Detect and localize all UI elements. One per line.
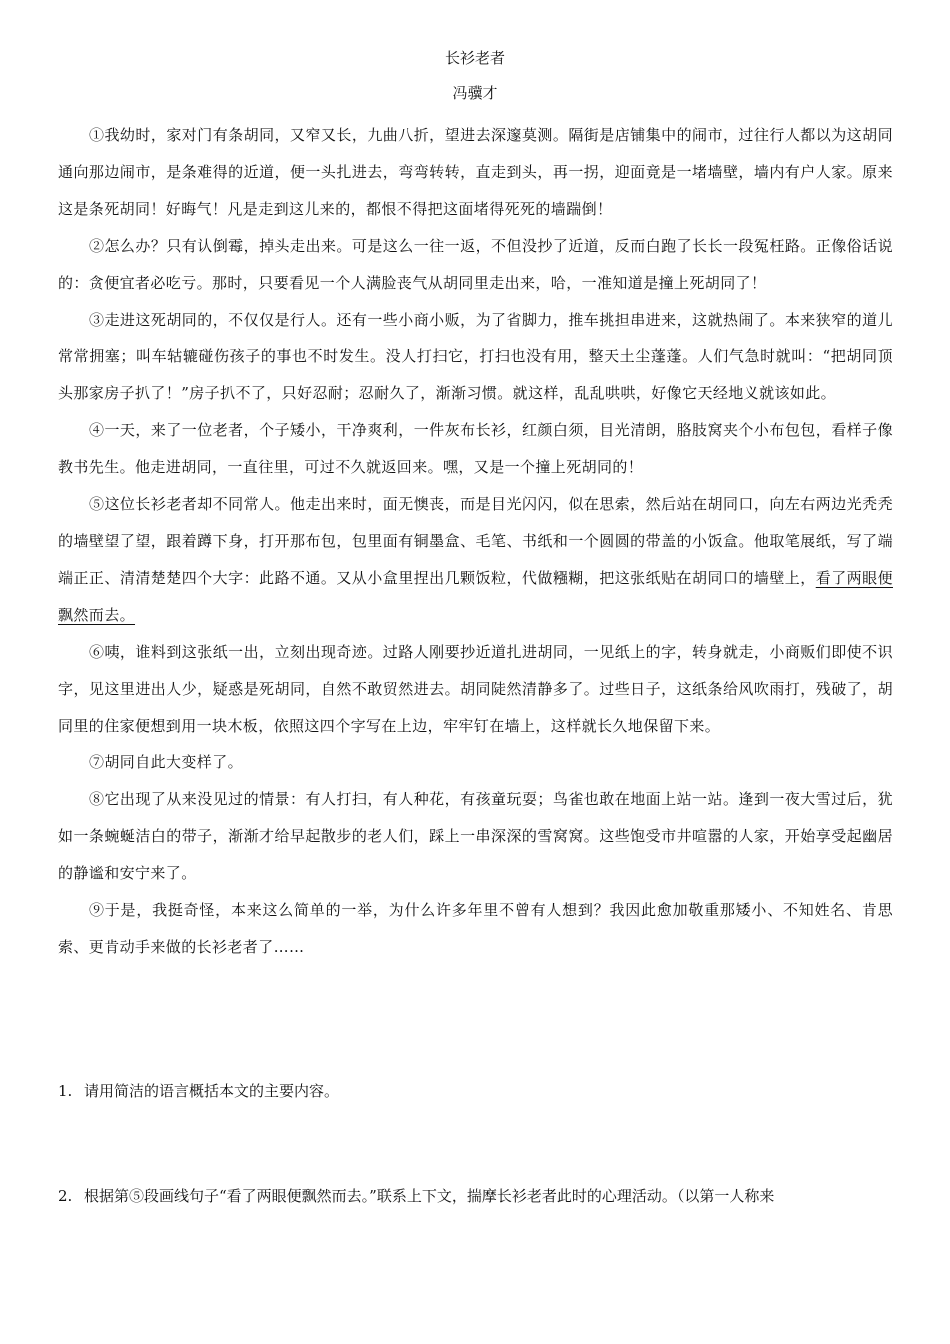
paragraph-9 (58, 892, 893, 966)
underlined-sentence: 看了两眼便飘然而去。 (58, 568, 893, 624)
paragraph-3 (58, 302, 893, 413)
article-author: 冯骥才 (452, 84, 498, 102)
paragraph-6-text: ⑥咦，谁料到这张纸一出，立刻出现奇迹。过路人刚要抄近道扎进胡同，一见纸上的字，转身就走，小商贩们即使不识字，见这里进出人少，疑惑是死胡同，自然不敢贸然进去。胡同陡然清静多了。过些日子，这纸条给风吹雨打，残破了，胡同里的住家便想到用一块木板，依照这四个字写在上边，牢牢钉在墙上，这样就长久地保留下来。 (58, 642, 893, 735)
question-1 (58, 1080, 908, 1102)
question-2 (58, 1185, 908, 1207)
paragraph-2-text: ②怎么办？只有认倒霉，掉头走出来。可是这么一往一返，不但没抄了近道，反而白跑了长长一段冤枉路。正像俗话说的：贪便宜者必吃亏。那时，只要看见一个人满脸丧气从胡同里走出来，哈，一准知道是撞上死胡同了！ (58, 236, 893, 292)
paragraph-4 (58, 412, 893, 486)
question-1-number: 1. (58, 1082, 73, 1100)
article-title: 长衫老者 (444, 49, 505, 67)
question-1-text: 请用简洁的语言概括本文的主要内容。 (84, 1082, 340, 1100)
paragraph-1 (58, 117, 893, 228)
paragraph-2 (58, 228, 893, 302)
question-2-number: 2. (58, 1187, 73, 1205)
paragraph-1-text: ①我幼时，家对门有条胡同，又窄又长，九曲八折，望进去深邃莫测。隔街是店铺集中的闹市，过往行人都以为这胡同通向那边闹市，是条难得的近道，便一头扎进去，弯弯转转，直走到头，再一拐，迎面竟是一堵墙壁，墙内有户人家。原来这是条死胡同！好晦气！凡是走到这儿来的，都恨不得把这面堵得死死的墙踹倒！ (58, 126, 893, 218)
paragraph-3-text: ③走进这死胡同的，不仅仅是行人。还有一些小商小贩，为了省脚力，推车挑担串进来，这就热闹了。本来狭窄的道儿常常拥塞；叫车轱辘碰伤孩子的事也不时发生。没人打扫它，打扫也没有用，整天土尘蓬蓬。人们气急时就叫：“把胡同顶头那家房子扒了！”房子扒不了，只好忍耐；忍耐久了，渐渐习惯。就这样，乱乱哄哄，好像它天经地义就该如此。 (58, 310, 893, 403)
article-body (58, 117, 893, 966)
question-2-text: 根据第⑤段画线句子“看了两眼便飘然而去。”联系上下文，揣摩长衫老者此时的心理活动。（以第一人称来 (84, 1187, 775, 1205)
paragraph-5 (58, 486, 893, 634)
paragraph-8-text: ⑧它出现了从来没见过的情景：有人打扫，有人种花，有孩童玩耍；鸟雀也敢在地面上站一站。逢到一夜大雪过后，犹如一条蜿蜒洁白的带子，渐渐才给早起散步的老人们，踩上一串深深的雪窝窝。这些饱受市井喧嚣的人家，开始享受起幽居的静谧和安宁来了。 (58, 790, 893, 883)
paragraph-5-text: ⑤这位长衫老者却不同常人。他走出来时，面无懊丧，而是目光闪闪，似在思索，然后站在胡同口，向左右两边光秃秃的墙壁望了望，跟着蹲下身，打开那布包，包里面有铜墨盒、毛笔、书纸和一个圆圆的带盖的小饭盒。他取笔展纸，写了端端正正、清清楚楚四个大字：此路不通。又从小盒里捏出几颗饭粒，代做糨糊，把这张纸贴在胡同口的墙壁上， (58, 495, 893, 587)
paragraph-4-text: ④一天，来了一位老者，个子矮小，干净爽利，一件灰布长衫，红颜白须，目光清朗，胳肢窝夹个小布包包，看样子像教书先生。他走进胡同，一直往里，可过不久就返回来。嘿，又是一个撞上死胡同的！ (58, 421, 893, 477)
paragraph-9-text: ⑨于是，我挺奇怪，本来这么简单的一举，为什么许多年里不曾有人想到？我因此愈加敬重那矮小、不知姓名、肯思索、更肯动手来做的长衫老者了…… (58, 901, 893, 956)
paragraph-8 (58, 781, 893, 892)
paragraph-7-text: ⑦胡同自此大变样了。 (89, 753, 244, 772)
paragraph-7 (58, 744, 893, 781)
paragraph-6 (58, 634, 893, 745)
